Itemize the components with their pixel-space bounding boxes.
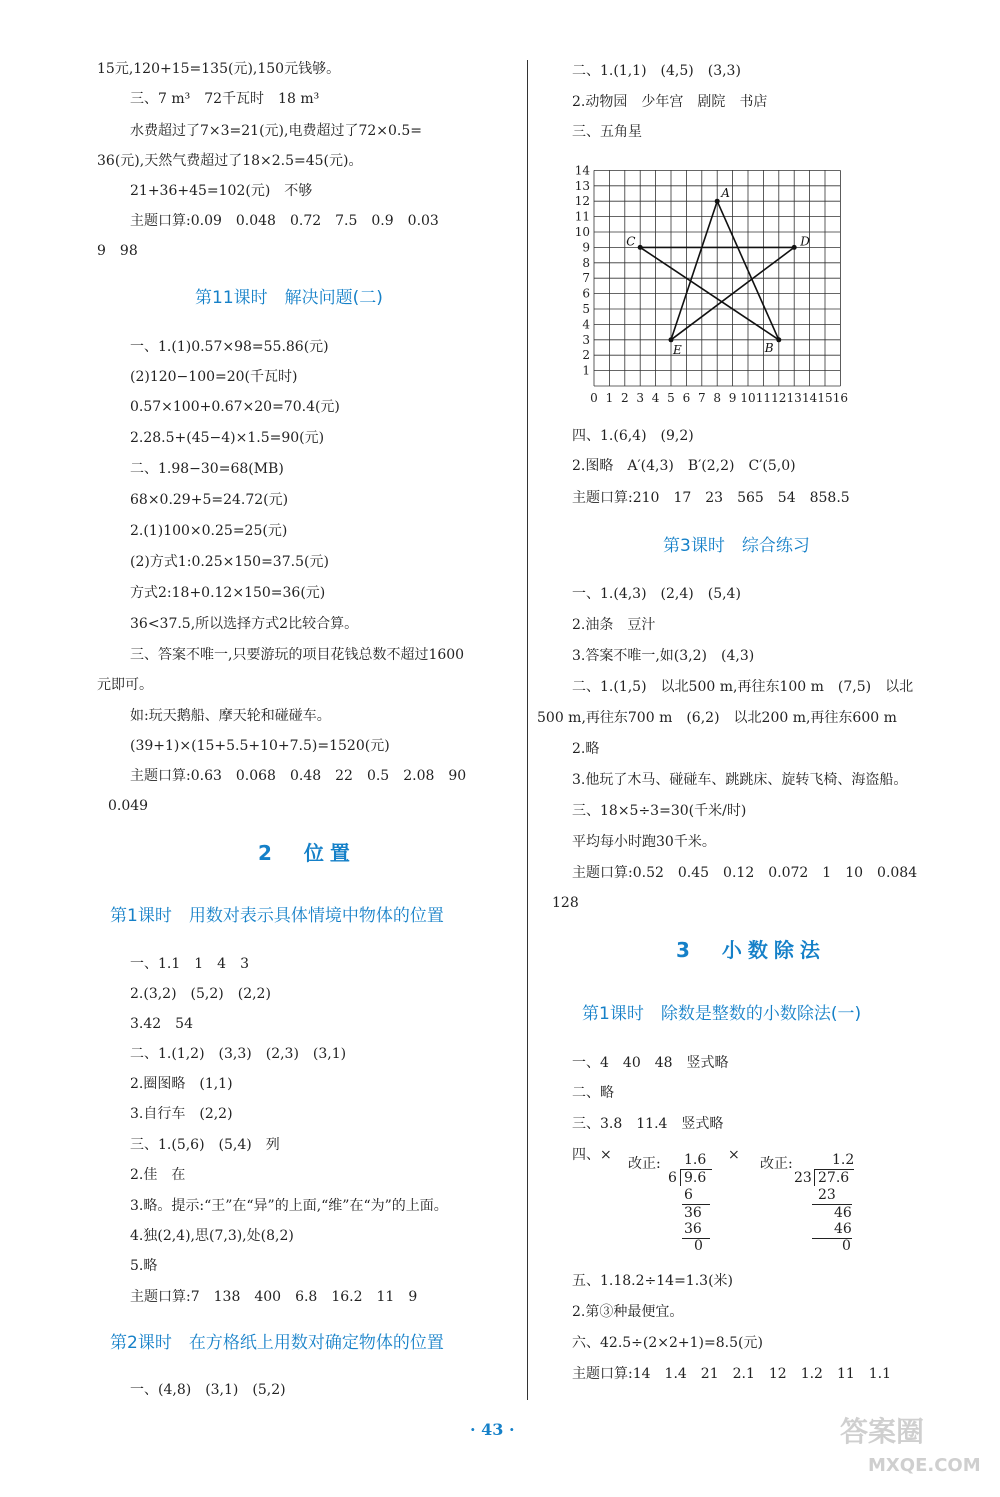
text-line: 主题口算:14 1.4 21 2.1 12 1.2 11 1.1 (572, 1366, 892, 1382)
point-label: C (626, 234, 636, 249)
text-line: 0.049 (108, 798, 149, 814)
step: 36 (684, 1221, 702, 1237)
divisor: 6 (668, 1170, 677, 1186)
text-line: 方式2:18+0.12×150=36(元) (130, 585, 326, 601)
x-tick-label: 7 (697, 391, 706, 405)
point-label: A (721, 186, 730, 201)
divisor: 23 (794, 1170, 812, 1186)
text-line: 21+36+45=102(元) 不够 (130, 183, 313, 199)
step: 23 (818, 1187, 836, 1203)
text-line: 2.(1)100×0.25=25(元) (130, 523, 288, 539)
lesson-heading: 第11课时 解决问题(二) (195, 288, 383, 308)
chapter-title: 2 位置 (258, 841, 356, 865)
lesson-heading: 第1课时 用数对表示具体情境中物体的位置 (110, 906, 444, 926)
x-tick-label: 1 (605, 391, 614, 405)
text-line: 2.略 (572, 741, 600, 757)
point-label: B (764, 340, 774, 355)
y-tick-label: 2 (582, 348, 590, 363)
step: 46 (834, 1221, 852, 1237)
y-tick-label: 10 (574, 225, 590, 239)
text-line: 三、18×5÷3=30(千米/时) (572, 803, 747, 819)
text-line: 三、7 m³ 72千瓦时 18 m³ (130, 91, 320, 107)
text-line: 三、1.(5,6) (5,4) 列 (130, 1137, 280, 1153)
y-tick-label: 1 (582, 363, 590, 378)
x-tick-label: 4 (651, 391, 660, 405)
text-line: 主题口算:7 138 400 6.8 16.2 11 9 (130, 1289, 418, 1305)
x-tick-label: 11 (755, 391, 772, 405)
text-line: 主题口算:0.52 0.45 0.12 0.072 1 10 0.084 (572, 865, 918, 881)
text-line: 四、1.(6,4) (9,2) (572, 428, 694, 444)
y-tick-label: 11 (574, 209, 590, 224)
quotient: 1.2 (832, 1152, 855, 1168)
watermark-logo: 答案圈 (840, 1415, 925, 1448)
text-line: 3.他玩了木马、碰碰车、跳跳床、旋转飞椅、海盗船。 (572, 772, 908, 788)
text-line: 二、1.(1,5) 以北500 m,再往东100 m (7,5) 以北 (572, 679, 914, 695)
text-line: 5.略 (130, 1258, 158, 1274)
quotient: 1.6 (684, 1152, 707, 1168)
text-line: 主题口算:0.63 0.068 0.48 22 0.5 2.08 90 (130, 768, 467, 784)
text-line: (2)方式1:0.25×150=37.5(元) (130, 554, 329, 570)
text-line: 二、略 (572, 1085, 614, 1101)
long-division-2 (794, 1152, 872, 1254)
text-line: 128 (552, 895, 579, 911)
text-line: 2.佳 在 (130, 1167, 186, 1183)
text-line: 一、1.(4,3) (2,4) (5,4) (572, 586, 741, 602)
x-tick-label: 3 (636, 391, 645, 405)
point-label: D (800, 234, 810, 249)
star-edge (671, 201, 717, 340)
star-point (715, 199, 720, 204)
dividend: 9.6 (684, 1170, 707, 1186)
text-line: 68×0.29+5=24.72(元) (130, 492, 289, 508)
y-tick-label: 9 (582, 240, 590, 255)
text-line: 改正: (760, 1156, 793, 1172)
text-line: 2.第③种最便宜。 (572, 1304, 684, 1320)
text-line: 三、五角星 (572, 124, 642, 140)
star-point (792, 245, 797, 250)
text-line: 二、1.(1,1) (4,5) (3,3) (572, 63, 741, 79)
text-line: 五、1.18.2÷14=1.3(米) (572, 1273, 733, 1289)
text-line: (39+1)×(15+5.5+10+7.5)=1520(元) (130, 738, 390, 754)
text-line: 4.独(2,4),思(7,3),处(8,2) (130, 1228, 294, 1244)
y-tick-label: 5 (582, 302, 590, 316)
text-line: 0.57×100+0.67×20=70.4(元) (130, 399, 340, 415)
text-line: 2.动物园 少年宫 剧院 书店 (572, 94, 768, 110)
chapter-title: 3 小数除法 (676, 938, 826, 962)
x-tick-label: 0 (590, 391, 598, 405)
text-line: 水费超过了7×3=21(元),电费超过了72×0.5= (130, 123, 423, 139)
text-line: 3.自行车 (2,2) (130, 1106, 233, 1122)
text-line: 3.略。提示:“王”在“异”的上面,“维”在“为”的上面。 (130, 1198, 448, 1214)
text-line: 9 98 (97, 243, 138, 259)
long-division-1 (668, 1152, 736, 1254)
step: 46 (834, 1205, 852, 1221)
text-line: 2.(3,2) (5,2) (2,2) (130, 986, 271, 1002)
y-tick-label: 12 (574, 194, 590, 209)
text-line: 三、3.8 11.4 竖式略 (572, 1116, 724, 1132)
column-divider (527, 60, 528, 1400)
text-line: 平均每小时跑30千米。 (572, 834, 716, 850)
text-line: 500 m,再往东700 m (6,2) 以北200 m,再往东600 m (537, 710, 897, 726)
text-line: 改正: (628, 1156, 661, 1172)
lesson-heading: 第3课时 综合练习 (663, 536, 810, 556)
x-tick-label: 16 (832, 391, 849, 405)
text-line: 2.圈图略 (1,1) (130, 1076, 233, 1092)
x-tick-label: 10 (740, 391, 756, 405)
star-point (669, 337, 674, 342)
text-line: 一、1.(1)0.57×98=55.86(元) (130, 339, 329, 355)
text-line: 3.42 54 (130, 1016, 193, 1032)
coordinate-grid (570, 162, 850, 412)
point-label: E (673, 342, 682, 357)
lesson-heading: 第2课时 在方格纸上用数对确定物体的位置 (110, 1333, 444, 1353)
text-line: 主题口算:0.09 0.048 0.72 7.5 0.9 0.03 (130, 213, 439, 229)
step: 36 (684, 1205, 702, 1221)
y-tick-label: 8 (582, 255, 590, 270)
text-line: 二、1.(1,2) (3,3) (2,3) (3,1) (130, 1046, 347, 1062)
y-tick-label: 14 (574, 163, 590, 178)
text-line: 如:玩天鹅船、摩天轮和碰碰车。 (130, 708, 331, 724)
step: 6 (684, 1187, 693, 1203)
step: 0 (842, 1238, 851, 1254)
text-line: 元即可。 (97, 677, 153, 693)
y-tick-label: 7 (582, 271, 590, 286)
text-line: 36(元),天然气费超过了18×2.5=45(元)。 (97, 153, 363, 169)
text-line: 四、× (572, 1147, 612, 1163)
text-line: 三、答案不唯一,只要游玩的项目花钱总数不超过1600 (130, 647, 465, 663)
x-tick-label: 2 (620, 391, 629, 405)
text-line: 2.图略 A′(4,3) B′(2,2) C′(5,0) (572, 458, 796, 474)
x-tick-label: 5 (667, 391, 675, 405)
text-line: 36<37.5,所以选择方式2比较合算。 (130, 616, 359, 632)
y-tick-label: 3 (582, 332, 590, 347)
text-line: 一、1.1 1 4 3 (130, 956, 249, 972)
star-point (638, 245, 643, 250)
x-tick-label: 6 (682, 391, 691, 405)
dividend: 27.6 (818, 1170, 850, 1186)
x-tick-label: 9 (728, 391, 737, 405)
x-tick-label: 15 (817, 391, 833, 405)
y-tick-label: 4 (582, 317, 590, 332)
text-line: 六、42.5÷(2×2+1)=8.5(元) (572, 1335, 763, 1351)
text-line: 一、(4,8) (3,1) (5,2) (130, 1382, 286, 1398)
y-tick-label: 6 (582, 286, 590, 301)
text-line: 二、1.98−30=68(MB) (130, 461, 284, 477)
star-point (776, 337, 781, 342)
text-line: 一、4 40 48 竖式略 (572, 1055, 729, 1071)
y-tick-label: 13 (574, 178, 590, 193)
watermark-url: MXQE.COM (868, 1455, 981, 1476)
text-line: 2.28.5+(45−4)×1.5=90(元) (130, 430, 325, 446)
x-tick-label: 8 (713, 391, 722, 405)
text-line: 3.答案不唯一,如(3,2) (4,3) (572, 648, 755, 664)
x-tick-label: 13 (786, 391, 802, 405)
step: 0 (694, 1238, 703, 1254)
lesson-heading: 第1课时 除数是整数的小数除法(一) (582, 1004, 862, 1024)
text-line: 2.油条 豆汁 (572, 617, 656, 633)
text-line: 主题口算:210 17 23 565 54 858.5 (572, 490, 850, 506)
text-line: (2)120−100=20(千瓦时) (130, 369, 298, 385)
page-number: · 43 · (470, 1420, 515, 1439)
x-tick-label: 14 (801, 391, 818, 405)
text-line: 15元,120+15=135(元),150元钱够。 (97, 61, 341, 77)
x-tick-label: 12 (771, 391, 787, 405)
text-line: × (728, 1147, 740, 1163)
